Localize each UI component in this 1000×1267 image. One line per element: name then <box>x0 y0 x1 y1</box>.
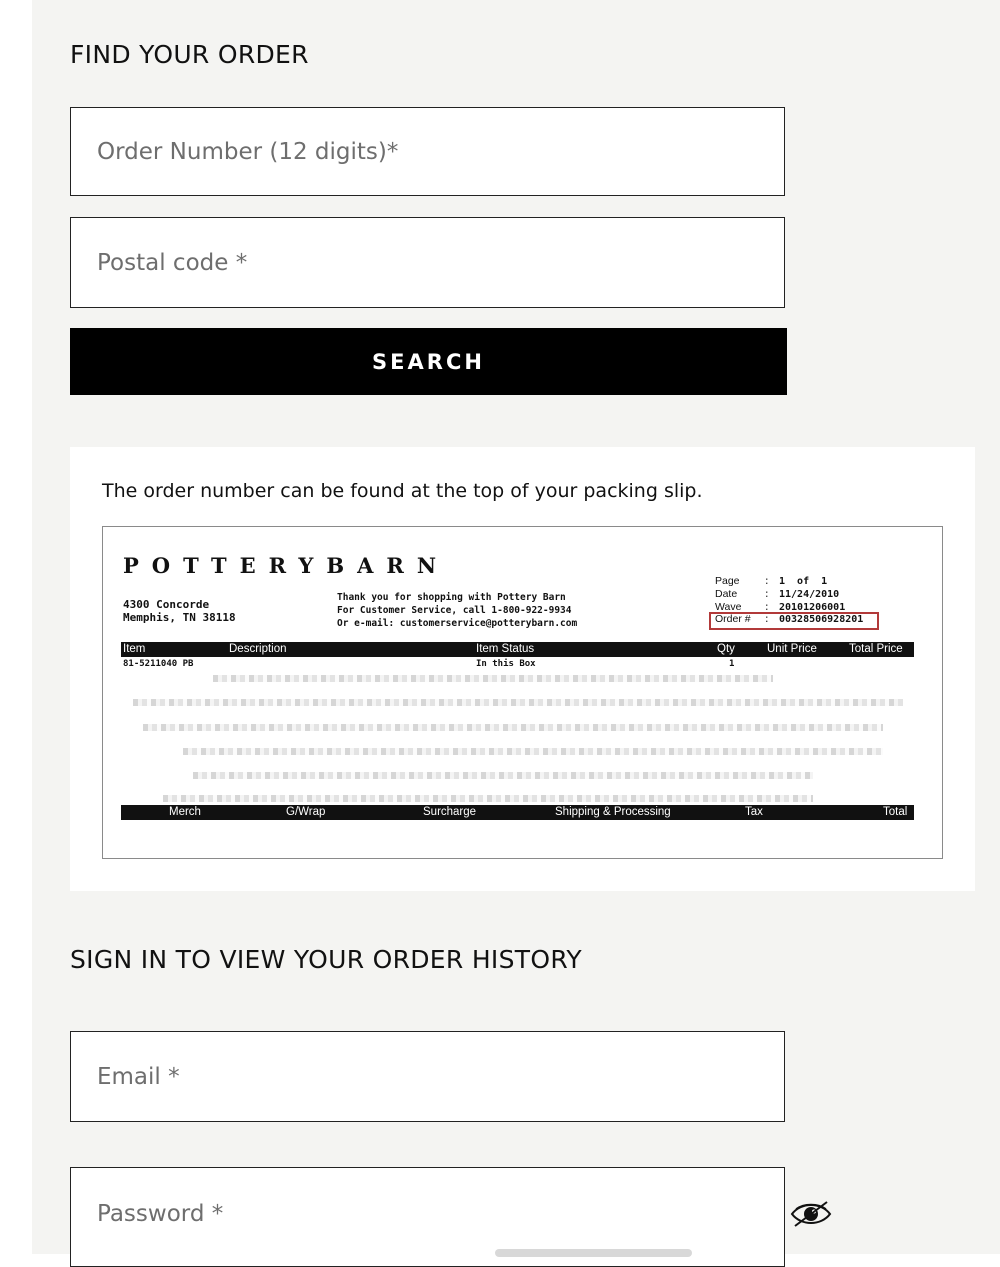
slip-blurred-line <box>183 748 883 755</box>
slip-col-total-price: Total Price <box>849 643 903 655</box>
slip-item-qty: 1 <box>729 659 735 669</box>
order-number-input[interactable] <box>71 108 784 195</box>
slip-footer-gwrap: G/Wrap <box>286 806 326 818</box>
slip-blurred-line <box>143 724 883 731</box>
find-order-heading: FIND YOUR ORDER <box>70 40 309 69</box>
slip-thanks-line: Thank you for shopping with Pottery Barn <box>337 592 566 603</box>
email-field[interactable] <box>70 1031 785 1122</box>
password-input[interactable] <box>71 1168 784 1260</box>
slip-meta-value: 1 of 1 <box>779 576 828 587</box>
slip-footer-tax: Tax <box>745 806 763 818</box>
scroll-indicator <box>495 1249 692 1257</box>
slip-blurred-line <box>163 795 813 802</box>
slip-meta-label: Order # <box>715 613 751 625</box>
slip-order-number: 00328506928201 <box>779 614 864 625</box>
order-number-field[interactable] <box>70 107 785 196</box>
packing-slip-image <box>102 526 943 859</box>
slip-meta-label: Date <box>715 588 738 600</box>
search-button[interactable]: SEARCH <box>70 328 787 395</box>
slip-address <box>123 598 236 624</box>
slip-meta-date: Date : 11/24/2010 <box>715 588 840 600</box>
slip-thanks-line: Or e-mail: customerservice@potterybarn.com <box>337 618 578 629</box>
slip-col-item: Item <box>123 643 146 655</box>
slip-meta-label: Wave <box>715 601 742 612</box>
slip-meta-value: 11/24/2010 <box>779 589 840 600</box>
slip-col-unit-price: Unit Price <box>767 643 817 655</box>
postal-code-input[interactable] <box>71 218 784 307</box>
slip-meta-value: 20101206001 <box>779 602 846 612</box>
slip-footer-surcharge: Surcharge <box>423 806 477 818</box>
page-gutter <box>0 0 32 1254</box>
slip-item-status: In this Box <box>476 659 536 669</box>
slip-item-sku: 81-5211040 PB <box>123 659 194 669</box>
sign-in-heading: SIGN IN TO VIEW YOUR ORDER HISTORY <box>70 945 582 974</box>
email-input[interactable] <box>71 1032 784 1121</box>
order-number-highlight <box>709 612 879 630</box>
slip-blurred-line <box>133 699 903 706</box>
slip-col-description: Description <box>229 643 287 655</box>
slip-col-qty: Qty <box>717 643 735 655</box>
eye-icon[interactable] <box>789 1199 833 1229</box>
slip-blurred-line <box>213 675 773 682</box>
help-text: The order number can be found at the top of your packing slip. <box>102 480 703 502</box>
slip-brand-logo: POTTERYBARN <box>123 553 450 578</box>
postal-code-field[interactable] <box>70 217 785 308</box>
slip-meta-wave: Wave : 20101206001 <box>715 601 846 612</box>
slip-footer-merch: Merch <box>169 806 201 818</box>
slip-footer-shipping: Shipping & Processing <box>555 806 671 818</box>
slip-thanks-line: For Customer Service, call 1-800-922-9934 <box>337 605 572 616</box>
slip-blurred-line <box>193 772 813 779</box>
slip-thanks <box>337 591 577 630</box>
slip-meta-label: Page <box>715 575 740 587</box>
slip-col-item-status: Item Status <box>476 643 535 655</box>
slip-footer-bar <box>121 805 914 820</box>
slip-meta-order: Order # : 00328506928201 <box>715 613 864 625</box>
slip-address-line: 4300 Concorde <box>123 598 210 611</box>
slip-address-line: Memphis, TN 38118 <box>123 611 236 624</box>
slip-meta-page: Page : 1 of 1 <box>715 575 828 587</box>
slip-footer-total: Total <box>883 806 908 818</box>
slip-header-bar <box>121 642 914 657</box>
order-number-help <box>70 447 975 891</box>
